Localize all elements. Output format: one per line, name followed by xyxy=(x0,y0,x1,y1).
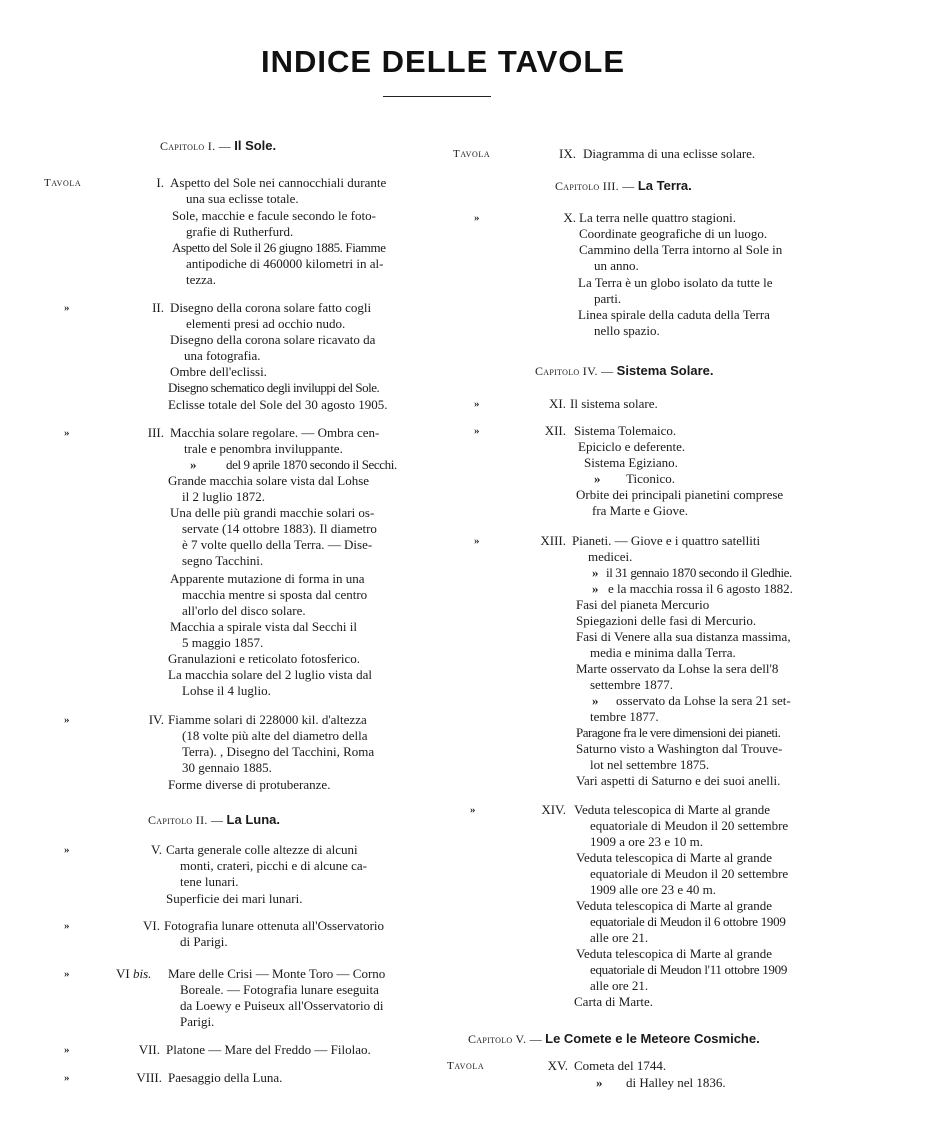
chapter-label: Capitolo V. — xyxy=(468,1032,542,1046)
plate-number-I: I. xyxy=(156,175,164,190)
plate-number-VIII: VIII. xyxy=(136,1070,162,1085)
ditto-mark: » xyxy=(592,565,599,580)
tavola-label: Tavola xyxy=(44,177,82,189)
entry-line: Veduta telescopica di Marte al grande xyxy=(576,898,772,913)
plate-number-XIII: XIII. xyxy=(540,533,566,548)
entry-line: 30 gennaio 1885. xyxy=(182,760,272,775)
entry-line: Veduta telescopica di Marte al grande xyxy=(576,850,772,865)
entry-line: Paragone fra le vere dimensioni dei pianeti. xyxy=(576,725,781,740)
entry-line: Cometa del 1744. xyxy=(574,1058,667,1073)
entry-line: 5 maggio 1857. xyxy=(182,635,264,650)
plate-number-II: II. xyxy=(152,300,164,315)
entry-line: Una delle più grandi macchie solari os- xyxy=(170,505,375,520)
entry-line: Marte osservato da Lohse la sera dell'8 xyxy=(576,661,779,676)
entry-line: Parigi. xyxy=(180,1014,215,1029)
entry-line: tembre 1877. xyxy=(590,709,659,724)
entry-line: Coordinate geografiche di un luogo. xyxy=(579,226,768,241)
tavola-label: Tavola xyxy=(453,148,491,160)
entry-line: Aspetto del Sole nei cannocchiali durante xyxy=(170,175,387,190)
plate-entry-IX: Diagramma di una eclisse solare. xyxy=(583,146,756,161)
entry-line: monti, crateri, picchi e di alcune ca- xyxy=(180,858,367,873)
entry-line: Fiamme solari di 228000 kil. d'altezza xyxy=(168,712,367,727)
entry-line: Disegno della corona solare fatto cogli xyxy=(170,300,372,315)
plate-number-IV: IV. xyxy=(148,712,164,727)
entry-line: tene lunari. xyxy=(180,874,239,889)
entry-line: Spiegazioni delle fasi di Mercurio. xyxy=(576,613,757,628)
entry-line: osservato da Lohse la sera 21 set- xyxy=(616,693,791,708)
chapter-label: Capitolo IV. — xyxy=(535,364,614,378)
entry-line: Macchia solare regolare. — Ombra cen- xyxy=(170,425,380,440)
ditto-mark: » xyxy=(64,920,70,932)
plate-number-VI: VI. xyxy=(143,918,160,933)
entry-line: Carta di Marte. xyxy=(574,994,654,1009)
page-title: INDICE DELLE TAVOLE xyxy=(260,44,626,79)
ditto-mark: » xyxy=(474,535,480,547)
entry-line: equatoriale di Meudon il 20 settembre xyxy=(590,818,789,833)
entry-line: è 7 volte quello della Terra. — Dise- xyxy=(182,537,373,552)
entry-line: Veduta telescopica di Marte al grande xyxy=(574,802,770,817)
plate-number-X: X. xyxy=(563,210,576,225)
entry-line: macchia mentre si sposta dal centro xyxy=(182,587,368,602)
entry-line: 1909 a ore 23 e 10 m. xyxy=(590,834,704,849)
entry-line: Forme diverse di protuberanze. xyxy=(168,777,331,792)
entry-line: Grande macchia solare vista dal Lohse xyxy=(168,473,370,488)
entry-line: Eclisse totale del Sole del 30 agosto 1905. xyxy=(168,397,388,412)
entry-line: tezza. xyxy=(186,272,216,287)
plate-number-V: V. xyxy=(151,842,162,857)
entry-line: equatoriale di Meudon l'11 ottobre 1909 xyxy=(590,962,788,977)
entry-line: il 31 gennaio 1870 secondo il Gledhie. xyxy=(606,565,792,580)
plate-number-VII: VII. xyxy=(138,1042,160,1057)
entry-line: Disegno della corona solare ricavato da xyxy=(170,332,376,347)
entry-line: trale e penombra inviluppante. xyxy=(184,441,343,456)
plate-number-III: III. xyxy=(147,425,164,440)
entry-line: Lohse il 4 luglio. xyxy=(182,683,271,698)
entry-line: Carta generale colle altezze di alcuni xyxy=(166,842,358,857)
ditto-mark: » xyxy=(64,968,70,980)
entry-line: all'orlo del disco solare. xyxy=(182,603,306,618)
entry-line: Apparente mutazione di forma in una xyxy=(170,571,365,586)
chapter-heading-5 xyxy=(468,1031,760,1047)
entry-line: Mare delle Crisi — Monte Toro — Corno xyxy=(168,966,386,981)
chapter-heading-1 xyxy=(160,138,276,154)
entry-line: Cammino della Terra intorno al Sole in xyxy=(579,242,783,257)
entry-line: Fasi del pianeta Mercurio xyxy=(576,597,710,612)
entry-line: Orbite dei principali pianetini comprese xyxy=(576,487,784,502)
chapter-heading-3 xyxy=(555,178,692,194)
entry-line: media e minima dalla Terra. xyxy=(590,645,736,660)
entry-line: Ticonico. xyxy=(626,471,675,486)
entry-line: La terra nelle quattro stagioni. xyxy=(579,210,737,225)
ditto-mark: » xyxy=(190,457,197,472)
entry-line: di Parigi. xyxy=(180,934,228,949)
ditto-mark: » xyxy=(470,804,476,816)
tavola-label: Tavola xyxy=(447,1060,485,1072)
entry-line: grafie di Rutherfurd. xyxy=(186,224,294,239)
entry-line: equatoriale di Meudon il 6 ottobre 1909 xyxy=(590,914,786,929)
entry-line: lot nel settembre 1875. xyxy=(590,757,710,772)
chapter-name: La Luna. xyxy=(226,812,280,827)
ditto-mark: » xyxy=(592,581,599,596)
plate-number-XI: XI. xyxy=(549,396,566,411)
entry-line: un anno. xyxy=(594,258,639,273)
ditto-mark: » xyxy=(64,1044,70,1056)
entry-line: una sua eclisse totale. xyxy=(186,191,299,206)
entry-line: da Loewy e Puiseux all'Osservatorio di xyxy=(180,998,384,1013)
ditto-mark: » xyxy=(64,427,70,439)
entry-line: elementi presi ad occhio nudo. xyxy=(186,316,346,331)
entry-line: Vari aspetti di Saturno e dei suoi anelli. xyxy=(576,773,781,788)
plate-number-IX: IX. xyxy=(559,146,576,161)
chapter-name: Il Sole. xyxy=(234,138,277,153)
entry-line: segno Tacchini. xyxy=(182,553,264,568)
entry-line: Veduta telescopica di Marte al grande xyxy=(576,946,772,961)
entry-line: il 2 luglio 1872. xyxy=(182,489,266,504)
entry-line: fra Marte e Giove. xyxy=(592,503,689,518)
entry-line: La macchia solare del 2 luglio vista dal xyxy=(168,667,372,682)
plate-entry-VII: Platone — Mare del Freddo — Filolao. xyxy=(166,1042,371,1057)
ditto-mark: » xyxy=(64,714,70,726)
title-rule xyxy=(383,96,491,97)
entry-line: e la macchia rossa il 6 agosto 1882. xyxy=(608,581,793,596)
chapter-heading-4 xyxy=(535,363,713,379)
ditto-mark: » xyxy=(474,212,480,224)
entry-line: servate (14 ottobre 1883). Il diametro xyxy=(182,521,377,536)
ditto-mark: » xyxy=(64,1072,70,1084)
entry-line: del 9 aprile 1870 secondo il Secchi. xyxy=(226,457,397,472)
plate-number-XII: XII. xyxy=(544,423,566,438)
ditto-mark: » xyxy=(64,844,70,856)
entry-line: Fasi di Venere alla sua distanza massima, xyxy=(576,629,791,644)
entry-line: Aspetto del Sole il 26 giugno 1885. Fiamme xyxy=(172,240,386,255)
entry-line: alle ore 21. xyxy=(590,930,649,945)
entry-line: parti. xyxy=(594,291,622,306)
ditto-mark: » xyxy=(594,471,601,486)
plate-number-XV: XV. xyxy=(547,1058,568,1073)
entry-line: Sistema Tolemaico. xyxy=(574,423,677,438)
entry-line: Superficie dei mari lunari. xyxy=(166,891,303,906)
ditto-mark: » xyxy=(474,425,480,437)
entry-line: Epiciclo e deferente. xyxy=(578,439,686,454)
entry-line: La Terra è un globo isolato da tutte le xyxy=(578,275,773,290)
chapter-name: Sistema Solare. xyxy=(616,363,714,378)
entry-line: (18 volte più alte del diametro della xyxy=(182,728,368,743)
entry-line: 1909 alle ore 23 e 40 m. xyxy=(590,882,716,897)
entry-line: Sistema Egiziano. xyxy=(584,455,678,470)
entry-line: nello spazio. xyxy=(594,323,660,338)
entry-line: Fotografia lunare ottenuta all'Osservatorio xyxy=(164,918,385,933)
chapter-label: Capitolo III. — xyxy=(555,179,635,193)
ditto-mark: » xyxy=(474,398,480,410)
entry-line: una fotografia. xyxy=(184,348,261,363)
entry-line: Linea spirale della caduta della Terra xyxy=(578,307,770,322)
ditto-mark: » xyxy=(596,1075,603,1090)
chapter-name: La Terra. xyxy=(637,178,692,193)
entry-line: medicei. xyxy=(588,549,633,564)
chapter-label: Capitolo II. — xyxy=(148,813,224,827)
entry-line: Terra). , Disegno del Tacchini, Roma xyxy=(182,744,375,759)
entry-line: Boreale. — Fotografia lunare eseguita xyxy=(180,982,379,997)
plate-entry-VIII: Paesaggio della Luna. xyxy=(168,1070,283,1085)
entry-line: Sole, macchie e facule secondo le foto- xyxy=(172,208,376,223)
entry-line: alle ore 21. xyxy=(590,978,649,993)
entry-line: Pianeti. — Giove e i quattro satelliti xyxy=(572,533,761,548)
plate-entry-XI: Il sistema solare. xyxy=(570,396,658,411)
entry-line: Saturno visto a Washington dal Trouve- xyxy=(576,741,783,756)
entry-line: Ombre dell'eclissi. xyxy=(170,364,267,379)
entry-line: di Halley nel 1836. xyxy=(626,1075,726,1090)
ditto-mark: » xyxy=(64,302,70,314)
entry-line: Macchia a spirale vista dal Secchi il xyxy=(170,619,357,634)
ditto-mark: » xyxy=(592,693,599,708)
entry-line: equatoriale di Meudon il 20 settembre xyxy=(590,866,789,881)
entry-line: antipodiche di 460000 kilometri in al- xyxy=(186,256,384,271)
chapter-heading-2 xyxy=(148,812,280,828)
chapter-label: Capitolo I. — xyxy=(160,139,231,153)
entry-line: Granulazioni e reticolato fotosferico. xyxy=(168,651,361,666)
entry-line: settembre 1877. xyxy=(590,677,674,692)
plate-number-VIbis: VI bis. xyxy=(116,966,152,981)
plate-number-XIV: XIV. xyxy=(541,802,566,817)
chapter-name: Le Comete e le Meteore Cosmiche. xyxy=(545,1031,760,1046)
entry-line: Disegno schematico degli inviluppi del Sole. xyxy=(168,380,380,395)
